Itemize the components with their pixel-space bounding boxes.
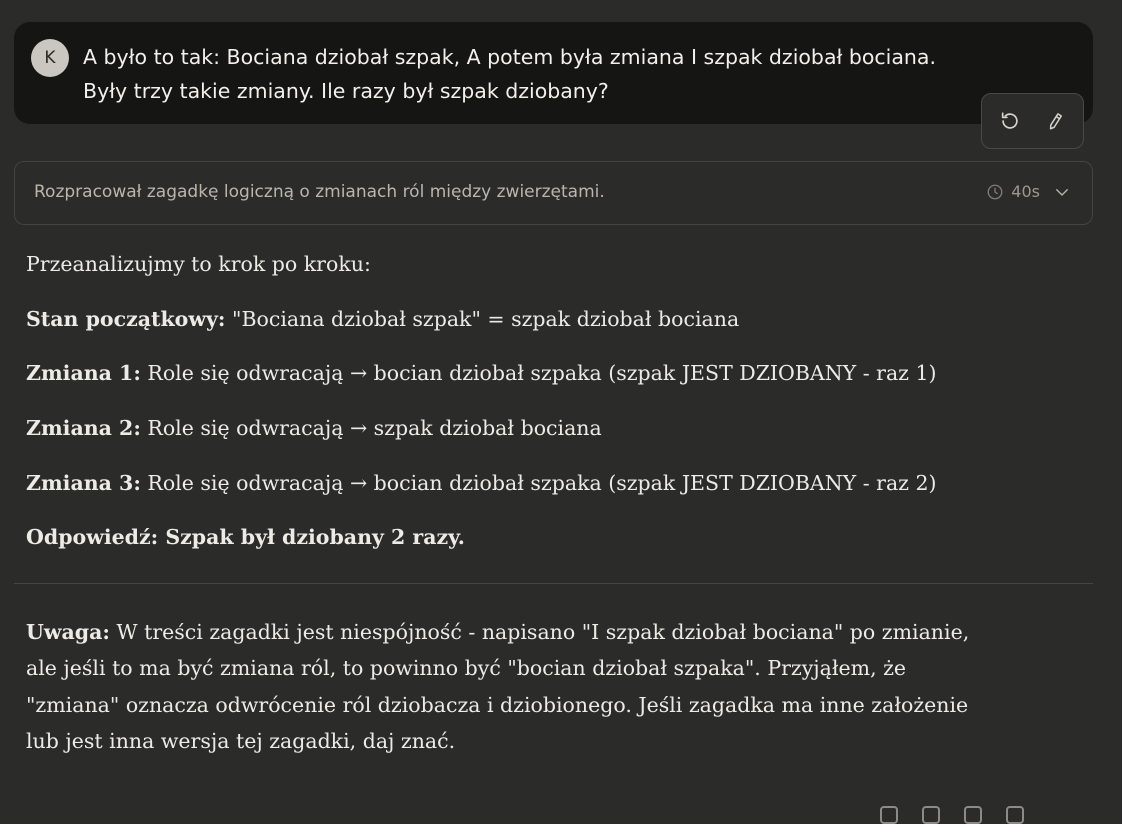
step-label: Zmiana 2: xyxy=(26,416,141,440)
retry-icon xyxy=(999,110,1021,132)
answer-step xyxy=(26,301,739,337)
copy-icon[interactable] xyxy=(880,806,898,824)
answer-note xyxy=(26,614,1086,759)
user-message-bubble xyxy=(14,22,1093,124)
thinking-summary-text: Rozpracował zagadkę logiczną o zmianach ról między zwierzętami. xyxy=(34,182,605,202)
thinking-meta xyxy=(986,182,1071,201)
response-actions xyxy=(880,806,1024,824)
user-message-text xyxy=(83,40,1063,108)
step-label: Zmiana 1: xyxy=(26,361,141,385)
thumbs-up-icon[interactable] xyxy=(922,806,940,824)
user-message-line: Były trzy takie zmiany. Ile razy był szpak dziobany? xyxy=(83,79,609,103)
note-line: "zmiana" oznacza odwrócenie ról dziobacza i dziobionego. Jeśli zagadka ma inne założenie xyxy=(26,692,969,717)
step-label: Zmiana 3: xyxy=(26,471,141,495)
note-line xyxy=(26,614,1086,650)
note-text: W treści zagadki jest niespójność - napisano "I szpak dziobał bociana" po zmianie, xyxy=(110,620,970,644)
step-text: Role się odwracają → szpak dziobał bociana xyxy=(140,416,602,440)
answer-intro: Przeanalizujmy to krok po kroku: xyxy=(26,252,371,276)
user-message-actions xyxy=(981,93,1084,149)
edit-icon xyxy=(1045,111,1065,131)
answer-step xyxy=(26,355,937,391)
step-label: Stan początkowy: xyxy=(26,307,226,331)
step-text: "Bociana dziobał szpak" = szpak dziobał bociana xyxy=(225,307,740,331)
section-divider xyxy=(14,583,1093,584)
edit-button[interactable] xyxy=(1038,104,1072,138)
step-text: Role się odwracają → bocian dziobał szpaka (szpak JEST DZIOBANY - raz 1) xyxy=(140,361,937,385)
user-message-line: A było to tak: Bociana dziobał szpak, A potem była zmiana I szpak dziobał bociana. xyxy=(83,45,937,69)
answer-step xyxy=(26,410,602,446)
thinking-duration: 40s xyxy=(1011,182,1040,201)
thinking-summary-toggle[interactable] xyxy=(14,161,1093,225)
answer-conclusion xyxy=(26,519,465,555)
user-avatar-initial: K xyxy=(44,48,56,68)
note-line: lub jest inna wersja tej zagadki, daj znać. xyxy=(26,728,456,753)
chevron-down-icon xyxy=(1053,183,1071,201)
retry-response-icon[interactable] xyxy=(1006,806,1024,824)
retry-button[interactable] xyxy=(993,104,1027,138)
clock-icon xyxy=(986,183,1004,201)
note-label: Uwaga: xyxy=(26,620,110,644)
step-text: Role się odwracają → bocian dziobał szpaka (szpak JEST DZIOBANY - raz 2) xyxy=(140,471,937,495)
conclusion-text: Odpowiedź: Szpak był dziobany 2 razy. xyxy=(26,525,465,549)
user-avatar xyxy=(31,39,69,77)
thumbs-down-icon[interactable] xyxy=(964,806,982,824)
answer-step xyxy=(26,465,937,501)
note-line: ale jeśli to ma być zmiana ról, to powinno być "bocian dziobał szpaka". Przyjąłem, że xyxy=(26,656,907,681)
